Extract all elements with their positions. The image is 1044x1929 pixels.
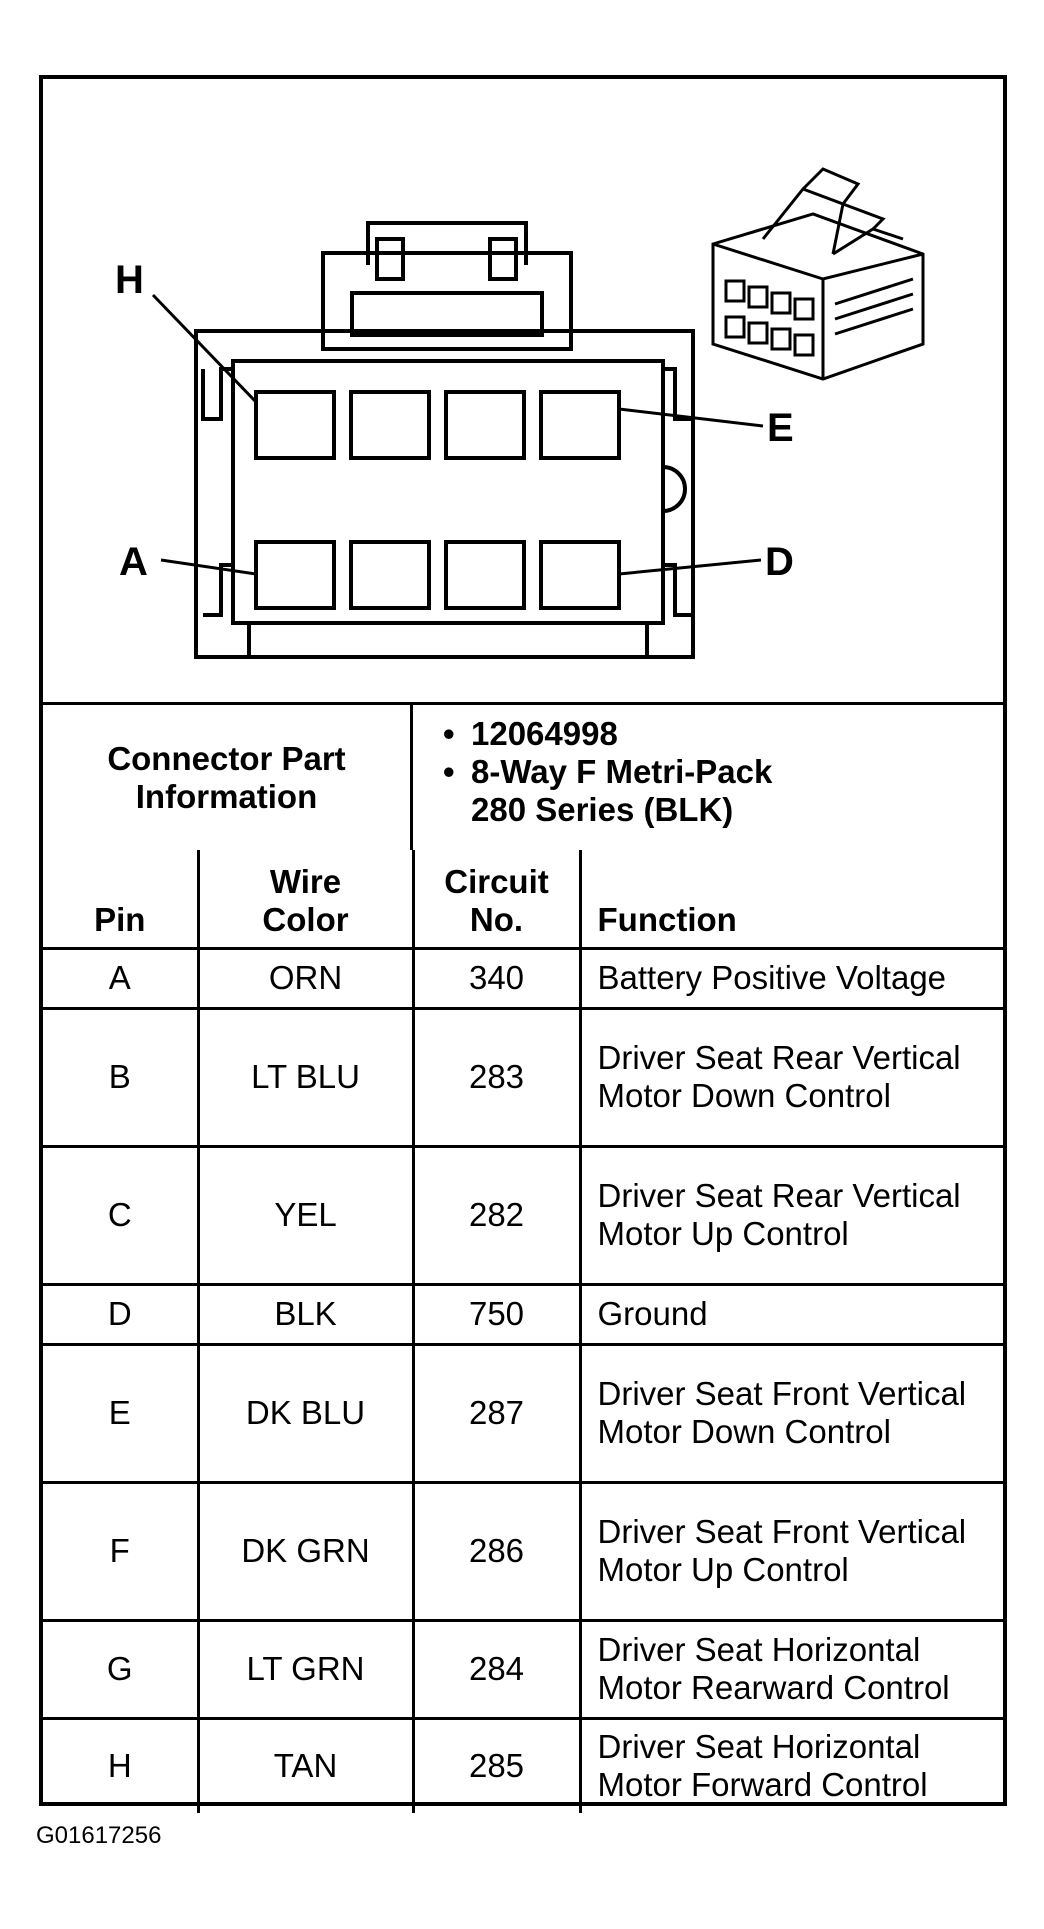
tab-inner — [352, 293, 542, 335]
bullet-icon: • — [443, 753, 455, 790]
pin-cell: E — [43, 1344, 198, 1482]
table-row — [43, 1482, 1003, 1620]
circuit-cell: 283 — [413, 1008, 580, 1146]
function-cell: Driver Seat Horizontal Motor Rearward Control — [580, 1620, 1003, 1718]
wire-color-cell: LT GRN — [198, 1620, 413, 1718]
wire-color-cell: DK BLU — [198, 1344, 413, 1482]
circuit-cell: 287 — [413, 1344, 580, 1482]
wire-color-cell: LT BLU — [198, 1008, 413, 1146]
part-number: 12064998 — [471, 715, 618, 752]
circuit-cell: 285 — [413, 1718, 580, 1813]
table-row — [43, 1620, 1003, 1718]
wire-color-cell: ORN — [198, 948, 413, 1008]
circuit-cell: 750 — [413, 1284, 580, 1344]
diagram-frame — [39, 75, 1007, 1806]
part-number-item — [443, 715, 1003, 753]
connector-3d-view — [713, 169, 923, 379]
cavity-H — [256, 392, 334, 458]
table-row — [43, 1146, 1003, 1284]
pin-cell: H — [43, 1718, 198, 1813]
col-header-function: Function — [580, 850, 1003, 948]
connector-type: 8-Way F Metri-Pack 280 Series (BLK) — [471, 753, 773, 828]
col-header-wire-color: Wire Color — [198, 850, 413, 948]
circuit-cell: 284 — [413, 1620, 580, 1718]
connector-drawing — [43, 79, 1003, 702]
table-row — [43, 1284, 1003, 1344]
table-row — [43, 1344, 1003, 1482]
connector-part-info — [43, 702, 1003, 850]
table-row — [43, 1008, 1003, 1146]
pin-cell: A — [43, 948, 198, 1008]
callout-D: D — [765, 540, 794, 584]
pinout-table — [43, 850, 1003, 1813]
wire-color-cell: YEL — [198, 1146, 413, 1284]
circuit-cell: 286 — [413, 1482, 580, 1620]
function-cell: Battery Positive Voltage — [580, 948, 1003, 1008]
connector-face-view — [43, 79, 1003, 702]
function-cell: Driver Seat Horizontal Motor Forward Control — [580, 1718, 1003, 1813]
cavity-A — [256, 542, 334, 608]
cavity-B — [351, 542, 429, 608]
wire-color-cell: DK GRN — [198, 1482, 413, 1620]
table-row — [43, 1718, 1003, 1813]
connector-part-info-header: Connector Part Information — [43, 705, 413, 850]
pin-cell: B — [43, 1008, 198, 1146]
cavity-C — [446, 542, 524, 608]
bullet-icon: • — [443, 715, 455, 752]
leader-A — [161, 560, 256, 574]
callout-E: E — [767, 406, 794, 450]
connector-part-info-values — [413, 705, 1003, 850]
leader-D — [619, 560, 761, 574]
cavity-E — [541, 392, 619, 458]
function-cell: Driver Seat Rear Vertical Motor Up Control — [580, 1146, 1003, 1284]
cavity-G — [351, 392, 429, 458]
function-cell: Driver Seat Rear Vertical Motor Down Control — [580, 1008, 1003, 1146]
pinout-header-row — [43, 850, 1003, 948]
cavity-D — [541, 542, 619, 608]
function-cell: Ground — [580, 1284, 1003, 1344]
locking-tab — [368, 223, 526, 265]
wire-color-cell: BLK — [198, 1284, 413, 1344]
pin-cell: F — [43, 1482, 198, 1620]
callout-H: H — [115, 258, 144, 302]
circuit-cell: 282 — [413, 1146, 580, 1284]
figure-id: G01617256 — [36, 1822, 162, 1849]
function-cell: Driver Seat Front Vertical Motor Up Control — [580, 1482, 1003, 1620]
function-cell: Driver Seat Front Vertical Motor Down Control — [580, 1344, 1003, 1482]
circuit-cell: 340 — [413, 948, 580, 1008]
cavity-F — [446, 392, 524, 458]
callout-A: A — [119, 540, 148, 584]
pin-cell: G — [43, 1620, 198, 1718]
pin-cell: D — [43, 1284, 198, 1344]
pin-cell: C — [43, 1146, 198, 1284]
col-header-circuit-no: Circuit No. — [413, 850, 580, 948]
col-header-pin: Pin — [43, 850, 198, 948]
connector-type-item — [443, 753, 1003, 829]
wire-color-cell: TAN — [198, 1718, 413, 1813]
table-row — [43, 948, 1003, 1008]
